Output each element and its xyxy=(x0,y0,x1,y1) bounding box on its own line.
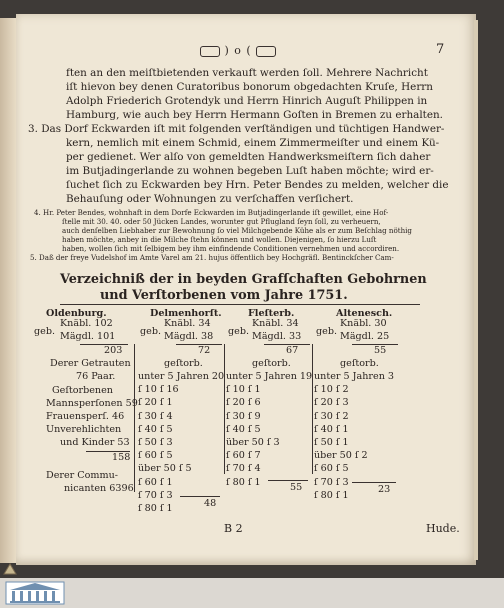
document-corner-icon xyxy=(2,560,18,576)
frauenspersonen: Frauensperſ. 46 xyxy=(46,411,125,422)
mortality-row: ſ 70 ſ 3 xyxy=(314,476,349,488)
mortality-row: ſ 20 ſ 3 xyxy=(314,397,349,409)
mortality-row: ſ 30 ſ 4 xyxy=(138,410,173,422)
paragraph-line: iſt hievon bey denen Curatoribus bonorum obgedachten Kruſe, Herrn xyxy=(66,81,433,93)
geb-label: geb. xyxy=(140,326,162,337)
mortality-row: ſ 40 ſ 5 xyxy=(138,423,173,435)
knaebl-value: Knäbl. 34 xyxy=(164,318,211,329)
notice-line: auch denſelben Liebhaber zur Bewohnung ſo viel Milchgebende Kühe als er zum Beſchlag nöthig xyxy=(62,226,412,235)
mannspersonen: Mannsperſonen 59 xyxy=(46,398,138,409)
mortality-row: über 50 ſ 3 xyxy=(226,437,280,448)
kinder: und Kinder 53 xyxy=(60,437,130,448)
title-rule xyxy=(60,304,420,305)
birth-sum: 55 xyxy=(374,345,387,356)
notice-line: 4. Hr. Peter Bendes, wohnhaft in dem Dorfe Eckwarden im Butjadingerlande iſt gewillet, eine Hof- xyxy=(34,208,389,217)
maegdl-value: Mägdl. 33 xyxy=(252,331,302,342)
geb-label: geb. xyxy=(34,326,56,337)
region-oldenburg: Oldenburg. xyxy=(46,308,107,319)
paragraph-line: Behauſung oder Wohnungen zu verſchaffen verſichert. xyxy=(66,193,354,205)
catchword: Hude. xyxy=(426,522,460,535)
mortality-row: ſ 40 ſ 1 xyxy=(314,423,349,435)
notice-line: ſtelle mit 30. 40. oder 50 Jücken Landes, worunter gut Pflugland ſeyn ſoll, zu verheuern, xyxy=(62,217,381,226)
paragraph-line: im Butjadingerlande zu wohnen begeben Luſt haben möchte; wird er- xyxy=(66,165,434,177)
notice-line: haben möchte, anbey in die Milche ſtehn können und wollen. Diejenigen, ſo hierzu Luſt xyxy=(62,235,377,244)
region-altenesch: Altenesch. xyxy=(336,308,393,319)
geb-label: geb. xyxy=(228,326,250,337)
gestorb-label: geſtorb. xyxy=(340,358,379,369)
mortality-row: ſ 30 ſ 2 xyxy=(314,410,349,422)
paragraph-line: Adolph Friederich Grotendyk und Herrn Hinrich Auguſt Philippen in xyxy=(66,95,428,107)
paragraph-line: Hamburg, wie auch bey Herrn Hermann Goſten in Bremen zu erhalten. xyxy=(66,109,443,121)
getraut-value: 76 Paar. xyxy=(76,371,116,382)
communicanten-label: Derer Commu- xyxy=(46,470,118,481)
library-logo-icon xyxy=(4,580,68,606)
getraut-label: Derer Getrauten xyxy=(50,358,131,369)
mortality-row: ſ 70 ſ 4 xyxy=(226,463,261,475)
mortality-row: ſ 20 ſ 1 xyxy=(138,397,173,409)
previous-page-edge xyxy=(0,18,17,563)
mortality-row: ſ 50 ſ 1 xyxy=(314,437,349,448)
paragraph-line: ften an den meiſtbietenden verkauft werden ſoll. Mehrere Nachricht xyxy=(66,67,428,79)
maegdl-value: Mägdl. 38 xyxy=(164,331,214,342)
birth-sum: 72 xyxy=(198,345,211,356)
paragraph-line: per gedienet. Wer alſo von gemeldten Handwerksmeiſtern ſich daher xyxy=(66,151,431,163)
geb-label: geb. xyxy=(316,326,338,337)
page-number: 7 xyxy=(436,42,445,57)
paragraph-line: 3. Das Dorf Eckwarden iſt mit folgenden verſtändigen und tüchtigen Handwer- xyxy=(28,123,445,135)
notice-line: 5. Daß der freye Vudelshof im Amte Varel am 21. hujus öffentlich bey Hochgräfl. Bentinckſcher Cam- xyxy=(30,253,394,262)
table-title: Verzeichniß der in beyden Grafſchaften Gebohrnen xyxy=(60,272,427,287)
gestorbenen-label: Geſtorbenen xyxy=(52,385,113,396)
column-divider xyxy=(134,344,135,492)
mortality-row: ſ 70 ſ 3 xyxy=(138,489,173,501)
viewer-footer xyxy=(0,578,504,608)
notice-line: haben, wollen ſich mit ſelbigem bey ihm einfindende Conditionen vernehmen und accordiren. xyxy=(62,244,400,253)
gestorb-label: geſtorb. xyxy=(252,358,291,369)
birth-sum: 203 xyxy=(104,345,123,356)
mortality-row: ſ 80 ſ 1 xyxy=(314,489,349,501)
region-flesterb: Fleſterb. xyxy=(248,308,295,319)
mortality-row: ſ 60 ſ 5 xyxy=(138,450,173,462)
birth-sum: 67 xyxy=(286,345,299,356)
knaebl-value: Knäbl. 102 xyxy=(60,318,113,329)
unverehelichten: Unverehlichten xyxy=(46,424,122,435)
maegdl-value: Mägdl. 101 xyxy=(60,331,116,342)
mortality-row: unter 5 Jahren 19 xyxy=(226,371,313,382)
page-edge xyxy=(474,20,478,560)
mortality-row: ſ 50 ſ 3 xyxy=(138,437,173,448)
mortality-row: über 50 ſ 2 xyxy=(314,450,368,462)
mortality-row: ſ 60 ſ 1 xyxy=(138,476,173,488)
mortality-row: ſ 10 ſ 16 xyxy=(138,384,179,396)
signature-mark: B 2 xyxy=(224,522,243,535)
mortality-row: ſ 60 ſ 7 xyxy=(226,450,261,462)
paragraph-line: kern, nemlich mit einem Schmid, einem Zimmermeiſter und einem Kü- xyxy=(66,137,440,149)
mortality-row: ſ 80 ſ 1 xyxy=(138,503,173,514)
page-header-ornament: ) o ( xyxy=(200,44,276,57)
mortality-row: ſ 60 ſ 5 xyxy=(314,463,349,475)
maegdl-value: Mägdl. 25 xyxy=(340,331,390,342)
knaebl-value: Knäbl. 30 xyxy=(340,318,387,329)
mortality-row: ſ 10 ſ 2 xyxy=(314,384,349,396)
death-sum: 158 xyxy=(112,452,131,463)
gestorb-label: geſtorb. xyxy=(164,358,203,369)
col2-sum: 55 xyxy=(290,482,303,493)
communicanten-value: nicanten 6396 xyxy=(64,483,134,494)
mortality-row: ſ 80 ſ 1 xyxy=(226,476,261,488)
region-delmenhorst: Delmenhorſt. xyxy=(150,308,222,319)
mortality-row: ſ 10 ſ 1 xyxy=(226,384,261,396)
paragraph-line: ſuchet ſich zu Eckwarden bey Hrn. Peter Bendes zu melden, welcher die xyxy=(66,179,449,191)
mortality-row: unter 5 Jahren 3 xyxy=(314,371,395,382)
knaebl-value: Knäbl. 34 xyxy=(252,318,299,329)
mortality-row: über 50 ſ 5 xyxy=(138,463,192,475)
col3-sum: 23 xyxy=(378,484,391,495)
col1-sum: 48 xyxy=(204,498,217,509)
table-title-year: und Verſtorbenen vom Jahre 1751. xyxy=(100,288,348,303)
mortality-row: ſ 20 ſ 6 xyxy=(226,397,261,409)
mortality-row: ſ 40 ſ 5 xyxy=(226,423,261,435)
mortality-row: ſ 30 ſ 9 xyxy=(226,410,261,422)
mortality-row: unter 5 Jahren 20 xyxy=(138,371,225,382)
